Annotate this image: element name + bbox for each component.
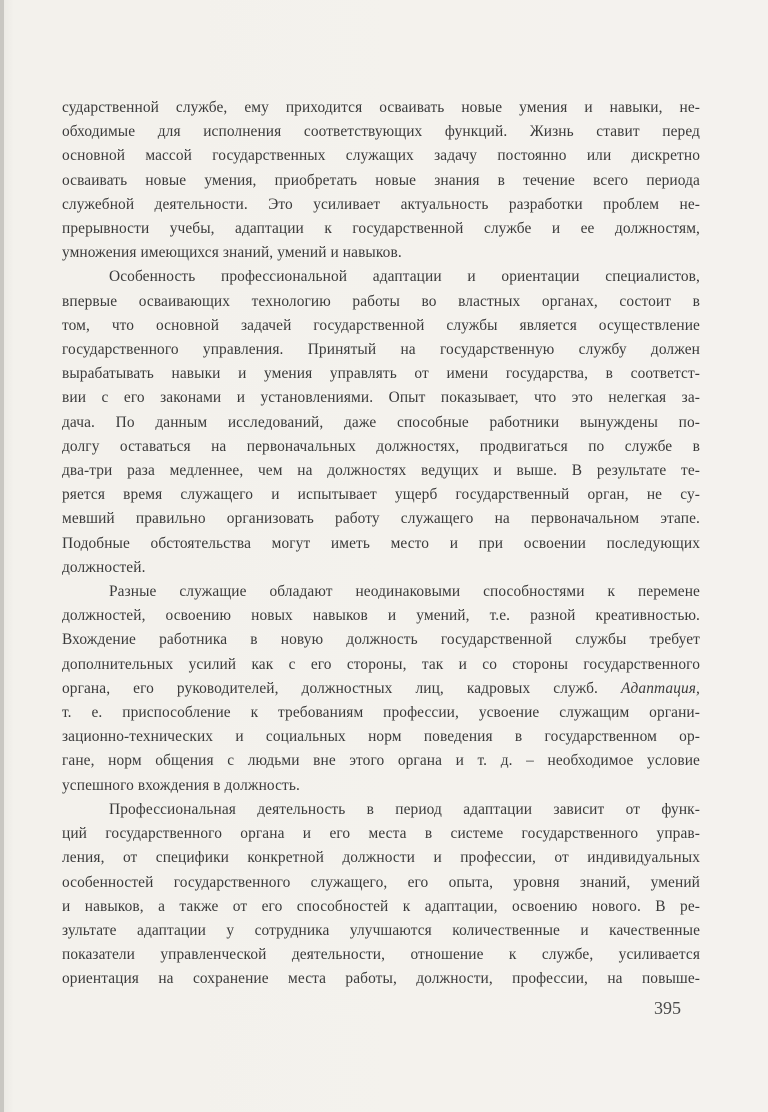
text-line: мевший правильно организовать работу служащего на первоначальном этапе. xyxy=(62,510,700,528)
text-line: основной массой государственных служащих задачу постоянно или дискретно xyxy=(62,147,700,165)
text-line: дополнительных усилий как с его стороны, так и со стороны государственного xyxy=(62,655,700,673)
page-number: 395 xyxy=(654,998,681,1018)
text-line: должностей, освоению новых навыков и умений, т.е. разной креативностью. xyxy=(62,607,700,625)
text-line: дача. По данным исследований, даже способные работники вынуждены по- xyxy=(62,413,700,431)
text-line: успешного вхождения в должность. xyxy=(62,776,300,794)
text-line: ций государственного органа и его места в системе государственного управ- xyxy=(62,825,700,843)
text-line: гане, норм общения с людьми вне этого органа и т. д. – необходимое условие xyxy=(62,752,700,770)
text-line: Профессиональная деятельность в период адаптации зависит от функ- xyxy=(109,800,700,818)
text-line: впервые осваивающих технологию работы во властных органах, состоит в xyxy=(62,292,700,310)
page-binding-edge xyxy=(0,0,4,1112)
text-line: Разные служащие обладают неодинаковыми способностями к перемене xyxy=(109,583,700,601)
text-line: осваивать новые умения, приобретать новые знания в течение всего периода xyxy=(62,171,700,189)
text-line: Вхождение работника в новую должность государственной службы требует xyxy=(62,631,700,649)
text-line: обходимые для исполнения соответствующих функций. Жизнь ставит перед xyxy=(62,123,700,141)
text-line: ления, от специфики конкретной должности и профессии, от индивидуальных xyxy=(62,849,700,867)
text-line: умножения имеющихся знаний, умений и навыков. xyxy=(62,244,402,262)
text-line: ряется время служащего и испытывает ущерб государственный орган, не су- xyxy=(62,486,700,504)
text-line: ориентация на сохранение места работы, должности, профессии, на повыше- xyxy=(62,970,700,988)
text-line: государственного управления. Принятый на государственную службу должен xyxy=(62,341,700,359)
text-line: вии с его законами и установлениями. Опыт показывает, что это нелегкая за- xyxy=(62,389,700,407)
text-line: Особенность профессиональной адаптации и ориентации специалистов, xyxy=(109,268,700,286)
text-line: должностей. xyxy=(62,558,146,576)
text-line-with-italic-term xyxy=(62,677,700,701)
text-line: показатели управленческой деятельности, отношение к службе, усиливается xyxy=(62,946,700,964)
text-line: сударственной службе, ему приходится осваивать новые умения и навыки, не- xyxy=(62,99,700,116)
text-line: т. е. приспособление к требованиям профессии, усвоение служащим органи- xyxy=(62,704,700,722)
text-line: служебной деятельности. Это усиливает актуальность разработки проблем не- xyxy=(62,195,700,213)
italic-term-adaptation: Адаптация, xyxy=(621,679,700,697)
text-line: особенностей государственного служащего, его опыта, уровня знаний, умений xyxy=(62,873,700,891)
text-line: Подобные обстоятельства могут иметь место и при освоении последующих xyxy=(62,534,700,552)
body-text xyxy=(62,96,700,992)
text-line: зационно-технических и социальных норм поведения в государственном ор- xyxy=(62,728,700,746)
text-line: два-три раза медленнее, чем на должностях ведущих и выше. В результате те- xyxy=(62,462,700,480)
text-segment: органа, его руководителей, должностных лиц, кадровых служб. xyxy=(62,679,598,697)
text-line: вырабатывать навыки и умения управлять от имени государства, в соответст- xyxy=(62,365,700,383)
text-line: зультате адаптации у сотрудника улучшаются количественные и качественные xyxy=(62,921,700,939)
text-line: и навыков, а также от его способностей к адаптации, освоению нового. В ре- xyxy=(62,897,700,915)
text-line: том, что основной задачей государственной службы является осуществление xyxy=(62,316,700,334)
text-line: долгу оставаться на первоначальных должностях, продвигаться по службе в xyxy=(62,437,700,455)
text-line: прерывности учебы, адаптации к государственной службе и ее должностям, xyxy=(62,220,700,238)
